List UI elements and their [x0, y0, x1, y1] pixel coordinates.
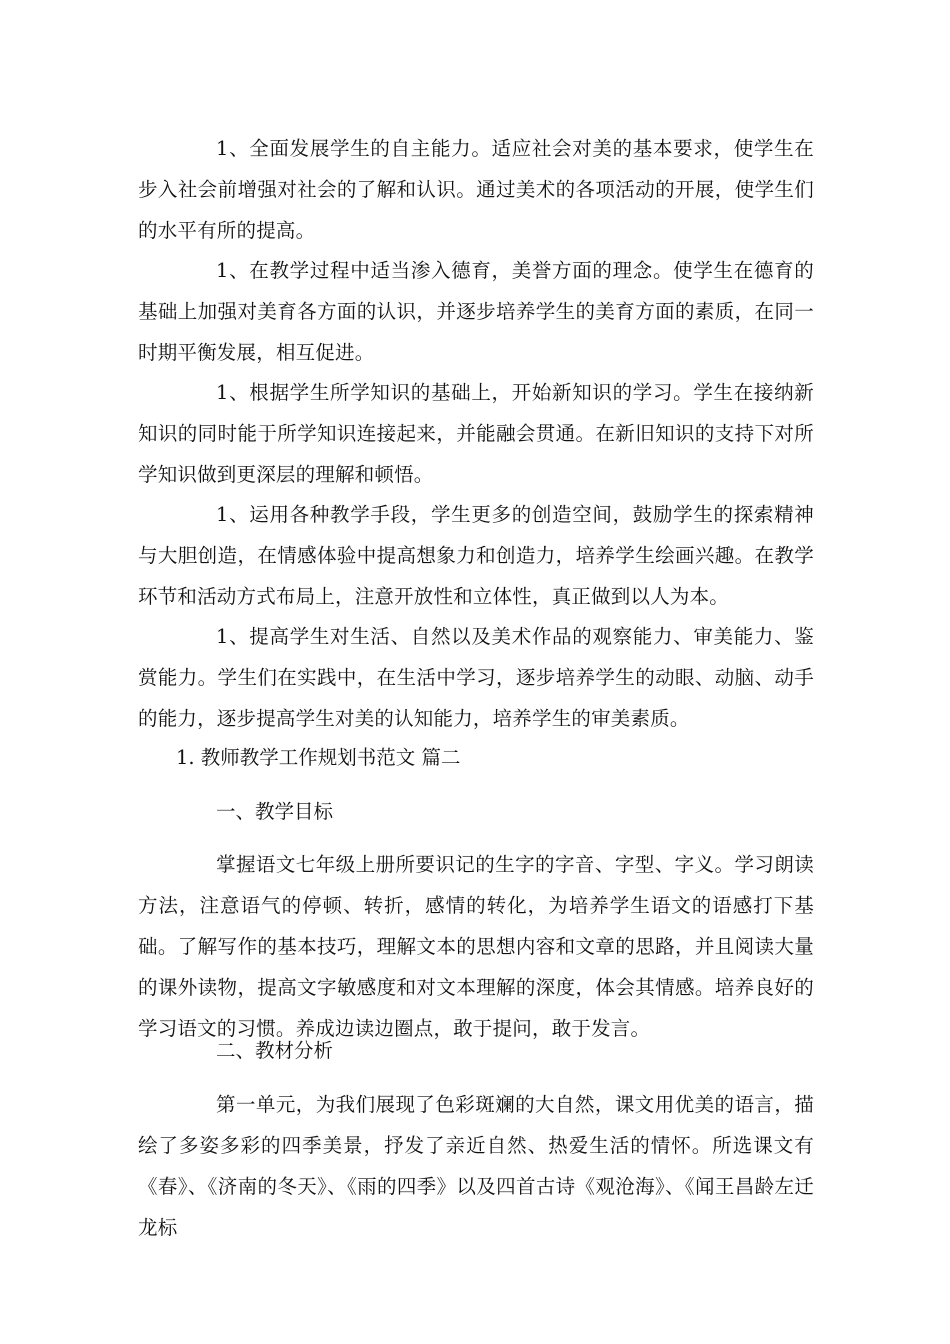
- paragraph-textbook-analysis: 第一单元，为我们展现了色彩斑斓的大自然，课文用优美的语言，描绘了多姿多彩的四季美景，抒发了亲近自然、热爱生活的情怀。所选课文有《春》、《济南的冬天》、《雨的四季》以及四首古诗《观沧海》、《闻王昌龄左迁龙标: [138, 1093, 814, 1239]
- paragraph-2: 1、在教学过程中适当渗入德育，美誉方面的理念。使学生在德育的基础上加强对美育各方面的认识，并逐步培养学生的美育方面的素质，在同一时期平衡发展，相互促进。: [138, 259, 814, 364]
- section-title: 1. 教师教学工作规划书范文 篇二: [176, 746, 461, 769]
- heading-teaching-goals: 一、教学目标: [216, 800, 334, 823]
- paragraph-3: 1、根据学生所学知识的基础上，开始新知识的学习。学生在接纳新知识的同时能于所学知识连接起来，并能融会贯通。在新旧知识的支持下对所学知识做到更深层的理解和顿悟。: [138, 381, 814, 486]
- paragraph-4: 1、运用各种教学手段，学生更多的创造空间，鼓励学生的探索精神与大胆创造，在情感体验中提高想象力和创造力，培养学生绘画兴趣。在教学环节和活动方式布局上，注意开放性和立体性，真正做到以人为本。: [138, 503, 814, 608]
- paragraph-5: 1、提高学生对生活、自然以及美术作品的观察能力、审美能力、鉴赏能力。学生们在实践中，在生活中学习，逐步培养学生的动眼、动脑、动手的能力，逐步提高学生对美的认知能力，培养学生的审美素质。: [138, 625, 814, 730]
- paragraph-teaching-goals: 掌握语文七年级上册所要识记的生字的字音、字型、字义。学习朗读方法，注意语气的停顿、转折，感情的转化，为培养学生语文的语感打下基础。了解写作的基本技巧，理解文本的思想内容和文章的思路，并且阅读大量的课外读物，提高文字敏感度和对文本理解的深度，体会其情感。培养良好的学习语文的习惯。养成边读边圈点，敢于提问，敢于发言。: [138, 853, 814, 1040]
- paragraph-1: 1、全面发展学生的自主能力。适应社会对美的基本要求，使学生在步入社会前增强对社会的了解和认识。通过美术的各项活动的开展，使学生们的水平有所的提高。: [138, 137, 814, 242]
- heading-textbook-analysis: 二、教材分析: [216, 1039, 334, 1062]
